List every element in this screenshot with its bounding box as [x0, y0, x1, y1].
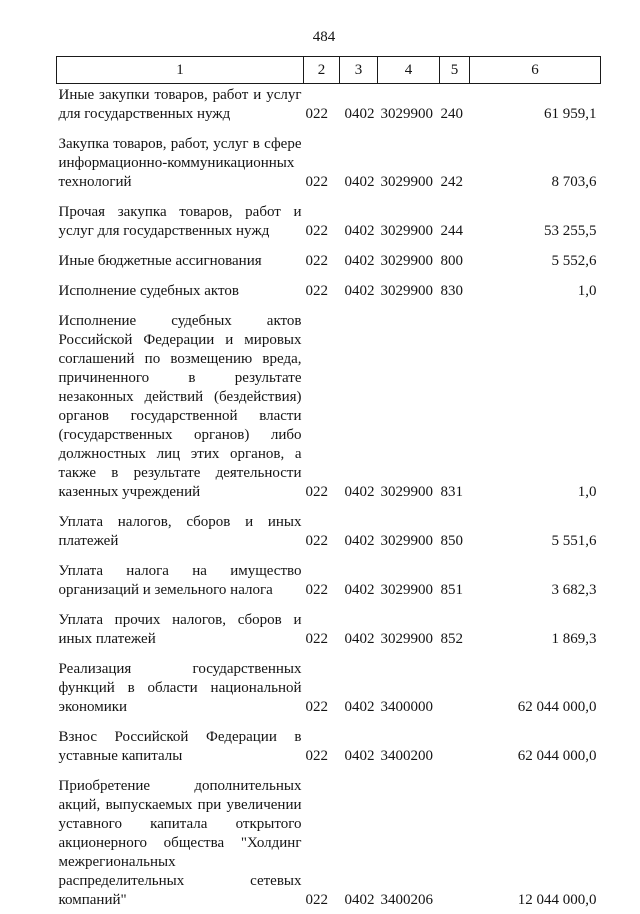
row-target-code: 3029900 [378, 128, 440, 196]
table-row [57, 275, 601, 305]
row-name: Уплата прочих налогов, сборов и иных платежей [57, 604, 304, 653]
row-amount: 53 255,5 [470, 196, 601, 245]
row-section-code: 0402 [340, 506, 378, 555]
row-section-code: 0402 [340, 84, 378, 129]
page-number: 484 [0, 29, 640, 46]
row-name: Прочая закупка товаров, работ и услуг для государственных нужд [57, 196, 304, 245]
row-type-code: 830 [440, 275, 470, 305]
row-section-code: 0402 [340, 128, 378, 196]
row-target-code: 3029900 [378, 275, 440, 305]
header-col-4: 4 [378, 57, 440, 84]
budget-table [56, 56, 601, 914]
row-admin-code: 022 [304, 604, 340, 653]
table-row [57, 653, 601, 721]
row-name: Иные бюджетные ассигнования [57, 245, 304, 275]
row-type-code: 244 [440, 196, 470, 245]
row-target-code: 3029900 [378, 245, 440, 275]
row-type-code [440, 653, 470, 721]
row-amount: 1,0 [470, 275, 601, 305]
row-admin-code: 022 [304, 245, 340, 275]
table-row [57, 721, 601, 770]
row-amount: 8 703,6 [470, 128, 601, 196]
table-row [57, 128, 601, 196]
table-header [57, 57, 601, 84]
row-target-code: 3400000 [378, 653, 440, 721]
row-admin-code: 022 [304, 653, 340, 721]
row-target-code: 3029900 [378, 506, 440, 555]
row-target-code: 3029900 [378, 305, 440, 506]
row-section-code: 0402 [340, 721, 378, 770]
row-target-code: 3400200 [378, 721, 440, 770]
row-name: Взнос Российской Федерации в уставные капиталы [57, 721, 304, 770]
row-type-code: 831 [440, 305, 470, 506]
row-amount: 5 551,6 [470, 506, 601, 555]
row-section-code: 0402 [340, 604, 378, 653]
row-section-code: 0402 [340, 245, 378, 275]
header-col-1: 1 [57, 57, 304, 84]
row-section-code: 0402 [340, 275, 378, 305]
row-section-code: 0402 [340, 196, 378, 245]
row-amount: 1,0 [470, 305, 601, 506]
row-target-code: 3400206 [378, 770, 440, 914]
row-type-code: 852 [440, 604, 470, 653]
table-row [57, 84, 601, 129]
row-amount: 3 682,3 [470, 555, 601, 604]
table-row [57, 245, 601, 275]
header-col-2: 2 [304, 57, 340, 84]
row-amount: 5 552,6 [470, 245, 601, 275]
row-name: Исполнение судебных актов [57, 275, 304, 305]
row-amount: 1 869,3 [470, 604, 601, 653]
row-admin-code: 022 [304, 506, 340, 555]
row-target-code: 3029900 [378, 84, 440, 129]
row-amount: 61 959,1 [470, 84, 601, 129]
row-type-code: 851 [440, 555, 470, 604]
header-col-6: 6 [470, 57, 601, 84]
row-type-code: 242 [440, 128, 470, 196]
row-section-code: 0402 [340, 555, 378, 604]
table-row [57, 555, 601, 604]
row-target-code: 3029900 [378, 555, 440, 604]
row-section-code: 0402 [340, 305, 378, 506]
row-admin-code: 022 [304, 275, 340, 305]
table-body [57, 84, 601, 914]
row-name: Приобретение дополнительных акций, выпускаемых при увеличении уставного капитала открытого акционерного общества "Холдинг межрегиональных распределительных сетевых компаний" [57, 770, 304, 914]
row-admin-code: 022 [304, 128, 340, 196]
header-col-3: 3 [340, 57, 378, 84]
row-admin-code: 022 [304, 721, 340, 770]
table-row [57, 305, 601, 506]
row-name: Уплата налогов, сборов и иных платежей [57, 506, 304, 555]
row-admin-code: 022 [304, 84, 340, 129]
row-admin-code: 022 [304, 305, 340, 506]
table-row [57, 770, 601, 914]
row-amount: 62 044 000,0 [470, 721, 601, 770]
row-target-code: 3029900 [378, 196, 440, 245]
row-name: Закупка товаров, работ, услуг в сфере информационно-коммуникационных технологий [57, 128, 304, 196]
row-name: Реализация государственных функций в области национальной экономики [57, 653, 304, 721]
table-row [57, 196, 601, 245]
row-admin-code: 022 [304, 196, 340, 245]
row-type-code [440, 770, 470, 914]
row-type-code: 240 [440, 84, 470, 129]
row-target-code: 3029900 [378, 604, 440, 653]
row-admin-code: 022 [304, 555, 340, 604]
row-amount: 12 044 000,0 [470, 770, 601, 914]
row-type-code [440, 721, 470, 770]
header-row [57, 57, 601, 84]
row-type-code: 800 [440, 245, 470, 275]
row-name: Иные закупки товаров, работ и услуг для государственных нужд [57, 84, 304, 129]
row-amount: 62 044 000,0 [470, 653, 601, 721]
row-type-code: 850 [440, 506, 470, 555]
row-section-code: 0402 [340, 770, 378, 914]
header-col-5: 5 [440, 57, 470, 84]
row-name: Уплата налога на имущество организаций и земельного налога [57, 555, 304, 604]
row-section-code: 0402 [340, 653, 378, 721]
row-admin-code: 022 [304, 770, 340, 914]
table-row [57, 506, 601, 555]
table-row [57, 604, 601, 653]
row-name: Исполнение судебных актов Российской Федерации и мировых соглашений по возмещению вреда, причиненного в результате незаконных действий (бездействия) органов государственной власти (государственных органов) либо должностных лиц этих органов, а также в результате деятельности казенных учреждений [57, 305, 304, 506]
